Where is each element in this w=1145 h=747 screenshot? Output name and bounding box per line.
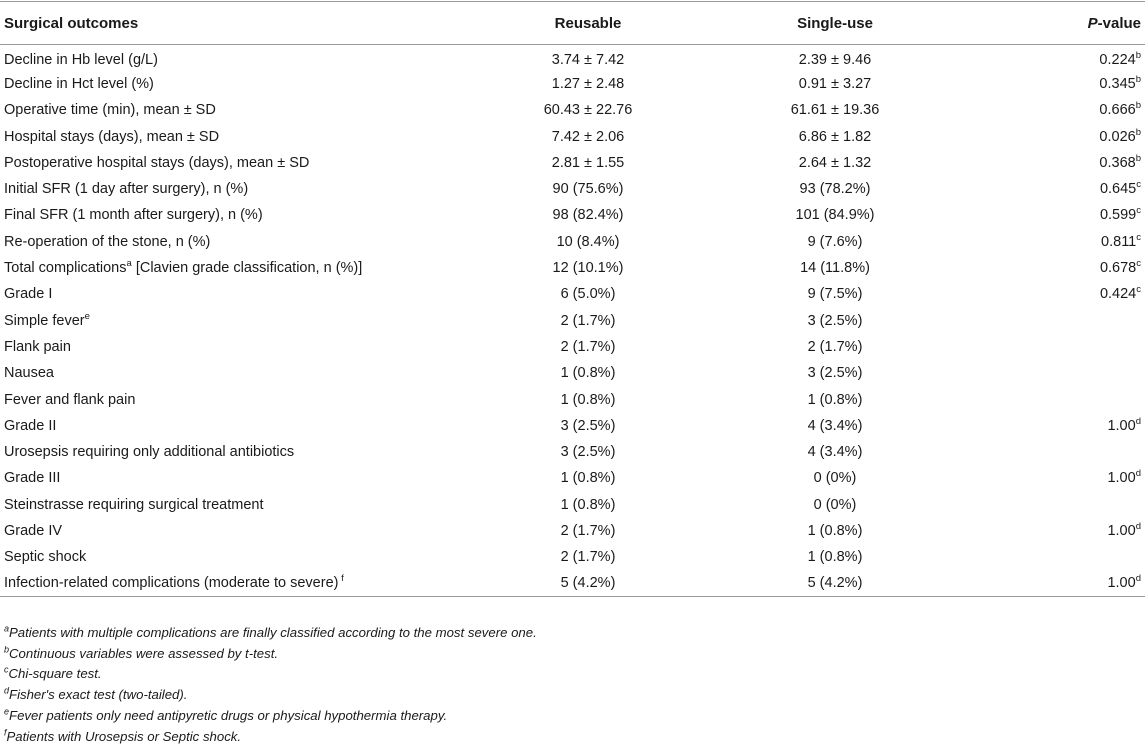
p-value-cell xyxy=(964,439,1145,465)
row-label: Decline in Hct level (%) xyxy=(4,75,154,92)
reusable-value: 10 (8.4%) xyxy=(556,233,620,250)
footnote xyxy=(4,644,1134,665)
p-value-cell xyxy=(964,492,1145,518)
reusable-value: 3 (2.5%) xyxy=(560,444,616,461)
row-label-cell xyxy=(0,570,470,596)
reusable-value: 7.42 ± 2.06 xyxy=(551,128,625,145)
p-value-cell xyxy=(964,45,1145,71)
header-reusable: Reusable xyxy=(470,2,706,45)
single-use-value: 61.61 ± 19.36 xyxy=(790,102,880,119)
reusable-value: 1 (0.8%) xyxy=(560,496,616,513)
table-row xyxy=(0,439,1145,465)
single-use-value: 6.86 ± 1.82 xyxy=(798,128,872,145)
single-use-value: 5 (4.2%) xyxy=(706,570,964,596)
footnote xyxy=(4,623,1134,644)
p-value-cell xyxy=(964,229,1145,255)
table-row xyxy=(0,518,1145,544)
single-use-value: 2.64 ± 1.32 xyxy=(798,154,872,171)
row-label: Hospital stays (days), mean ± SD xyxy=(4,128,220,145)
row-label: Re-operation of the stone, n (%) xyxy=(4,233,211,250)
p-value-cell xyxy=(964,386,1145,412)
p-value-cell xyxy=(964,281,1145,307)
p-value-superscript: b xyxy=(1135,100,1141,112)
reusable-value: 1 (0.8%) xyxy=(560,391,616,408)
p-value-superscript: c xyxy=(1136,258,1141,270)
single-use-value: 4 (3.4%) xyxy=(807,444,863,461)
footnote xyxy=(4,727,1134,747)
p-value: 1.00 xyxy=(1107,417,1136,434)
row-label: Steinstrasse requiring surgical treatment xyxy=(4,496,264,513)
table-row xyxy=(0,570,1145,596)
row-label: Simple fever xyxy=(4,312,85,329)
header-p-rest: -value xyxy=(1097,14,1141,32)
p-value-cell xyxy=(964,544,1145,570)
table-row xyxy=(0,97,1145,123)
row-label-superscript: f xyxy=(338,573,344,585)
reusable-value: 90 (75.6%) xyxy=(552,181,624,198)
footnote-marker: a xyxy=(4,623,10,634)
footnote-text: Fisher's exact test (two-tailed). xyxy=(9,687,188,703)
table-row xyxy=(0,202,1145,228)
single-use-value: 14 (11.8%) xyxy=(800,260,870,277)
footnote-text: Fever patients only need antipyretic drugs or physical hypothermia therapy. xyxy=(9,707,448,723)
row-label: Postoperative hospital stays (days), mean ± SD xyxy=(4,154,310,171)
footnote-text: Continuous variables were assessed by t-test. xyxy=(9,645,279,661)
header-p-italic: P xyxy=(1087,14,1098,32)
reusable-value: 1 (0.8%) xyxy=(560,365,616,382)
p-value-cell xyxy=(964,360,1145,386)
p-value-superscript: d xyxy=(1135,415,1141,427)
row-label-cell xyxy=(0,229,470,255)
row-label-cell xyxy=(0,71,470,97)
row-label-superscript: a xyxy=(126,258,132,270)
row-label-suffix: [Clavien grade classification, n (%)] xyxy=(131,260,363,277)
table-row xyxy=(0,465,1145,491)
reusable-value: 3 (2.5%) xyxy=(560,417,616,434)
p-value-cell xyxy=(964,123,1145,149)
p-value-cell xyxy=(964,97,1145,123)
reusable-value: 5 (4.2%) xyxy=(470,570,706,596)
row-label-cell xyxy=(0,307,470,333)
table-row xyxy=(0,492,1145,518)
reusable-value: 6 (5.0%) xyxy=(560,286,616,303)
single-use-value: 3 (2.5%) xyxy=(807,365,863,382)
p-value-superscript: b xyxy=(1135,153,1141,164)
row-label: Flank pain xyxy=(4,338,71,355)
table-row xyxy=(0,255,1145,281)
footnote-text: Chi-square test. xyxy=(8,666,102,682)
reusable-value: 2 (1.7%) xyxy=(560,338,616,355)
row-label: Urosepsis requiring only additional antibiotics xyxy=(4,444,295,461)
header-surgical-outcomes: Surgical outcomes xyxy=(0,2,470,45)
table-footnotes xyxy=(4,623,1134,747)
row-label: Grade IV xyxy=(4,522,63,539)
p-value: 0.368 xyxy=(1099,154,1136,171)
single-use-value: 0 (0%) xyxy=(813,496,857,513)
footnote-text: Patients with multiple complications are finally classified according to the most severe one. xyxy=(9,625,537,640)
single-use-value: 9 (7.6%) xyxy=(807,233,863,250)
row-label: Decline in Hb level (g/L) xyxy=(4,51,158,68)
row-label-cell xyxy=(0,492,470,518)
table-row xyxy=(0,229,1145,255)
row-label-cell xyxy=(0,176,470,202)
p-value-superscript: c xyxy=(1136,284,1141,296)
footnote xyxy=(4,706,1134,727)
row-label: Grade II xyxy=(4,417,57,434)
reusable-value: 3.74 ± 7.42 xyxy=(551,51,625,68)
row-label-cell xyxy=(0,255,470,281)
p-value: 0.026 xyxy=(1099,128,1136,145)
p-value-cell xyxy=(964,202,1145,228)
reusable-value: 98 (82.4%) xyxy=(552,207,624,224)
p-value-cell xyxy=(964,465,1145,491)
table-body xyxy=(0,45,1145,597)
footnote-text: Patients with Urosepsis or Septic shock. xyxy=(6,728,242,744)
table-row xyxy=(0,45,1145,71)
header-p-value xyxy=(964,2,1145,45)
p-value-superscript: d xyxy=(1135,468,1141,480)
row-label: Septic shock xyxy=(4,549,87,566)
p-value-superscript: b xyxy=(1135,126,1141,138)
row-label-cell xyxy=(0,150,470,176)
p-value: 0.678 xyxy=(1099,260,1137,277)
row-label-cell xyxy=(0,360,470,386)
row-label: Grade III xyxy=(4,470,61,487)
p-value: 1.00 xyxy=(1107,575,1136,592)
p-value-cell xyxy=(964,176,1145,202)
row-label-cell xyxy=(0,202,470,228)
p-value-cell xyxy=(964,413,1145,439)
p-value: 1.00 xyxy=(1107,522,1136,539)
p-value-superscript: b xyxy=(1135,50,1141,62)
footnote xyxy=(4,685,1134,706)
reusable-value: 2 (1.7%) xyxy=(560,522,616,539)
table-row xyxy=(0,123,1145,149)
footnote-marker: c xyxy=(4,665,9,676)
single-use-value: 2.39 ± 9.46 xyxy=(798,51,872,68)
row-label-cell xyxy=(0,465,470,491)
footnote xyxy=(4,664,1134,685)
table-row xyxy=(0,386,1145,412)
footnote-marker: f xyxy=(4,727,7,738)
row-label: Final SFR (1 month after surgery), n (%) xyxy=(4,207,263,224)
row-label: Nausea xyxy=(4,365,54,382)
p-value-superscript: b xyxy=(1135,74,1141,86)
row-label: Infection-related complications (moderate to severe) xyxy=(4,575,339,592)
single-use-value: 1 (0.8%) xyxy=(807,391,863,408)
single-use-value: 1 (0.8%) xyxy=(807,549,863,566)
table-row xyxy=(0,71,1145,97)
reusable-value: 2 (1.7%) xyxy=(560,549,616,566)
single-use-value: 93 (78.2%) xyxy=(799,181,871,198)
header-single-use: Single-use xyxy=(706,2,964,45)
row-label: Initial SFR (1 day after surgery), n (%) xyxy=(4,181,249,198)
single-use-value: 9 (7.5%) xyxy=(807,286,863,303)
reusable-value: 60.43 ± 22.76 xyxy=(543,102,633,119)
single-use-value: 1 (0.8%) xyxy=(807,522,863,539)
p-value: 0.345 xyxy=(1099,75,1136,92)
p-value-superscript: d xyxy=(1135,573,1141,585)
single-use-value: 2 (1.7%) xyxy=(807,338,863,355)
single-use-value: 101 (84.9%) xyxy=(795,207,875,224)
surgical-outcomes-table xyxy=(0,1,1145,597)
p-value: 1.00 xyxy=(1107,470,1136,487)
row-label-cell xyxy=(0,386,470,412)
p-value-superscript: d xyxy=(1135,521,1141,533)
p-value-cell xyxy=(964,334,1145,360)
row-label: Total complications xyxy=(4,260,127,277)
p-value-superscript: c xyxy=(1136,231,1141,243)
p-value: 0.645 xyxy=(1099,181,1137,198)
single-use-value: 3 (2.5%) xyxy=(807,312,863,329)
row-label-cell xyxy=(0,123,470,149)
single-use-value: 4 (3.4%) xyxy=(807,417,863,434)
row-label-cell xyxy=(0,518,470,544)
row-label: Fever and flank pain xyxy=(4,391,136,408)
p-value: 0.424 xyxy=(1099,286,1137,303)
table-row xyxy=(0,360,1145,386)
table-row xyxy=(0,281,1145,307)
table-row xyxy=(0,544,1145,570)
reusable-value: 12 (10.1%) xyxy=(552,260,624,277)
p-value-superscript: c xyxy=(1136,205,1141,217)
single-use-value: 0.91 ± 3.27 xyxy=(798,75,872,92)
footnote-marker: d xyxy=(4,685,10,696)
p-value-cell xyxy=(964,518,1145,544)
row-label-cell xyxy=(0,544,470,570)
reusable-value: 1 (0.8%) xyxy=(560,470,616,487)
table-row xyxy=(0,413,1145,439)
row-label-cell xyxy=(0,334,470,360)
row-label-cell xyxy=(0,439,470,465)
p-value-cell xyxy=(964,150,1145,176)
p-value: 0.599 xyxy=(1099,207,1137,224)
table-row xyxy=(0,150,1145,176)
p-value-cell xyxy=(964,307,1145,333)
p-value-cell xyxy=(964,255,1145,281)
row-label-cell xyxy=(0,45,470,71)
p-value: 0.811 xyxy=(1101,233,1137,250)
p-value-cell xyxy=(964,71,1145,97)
row-label-cell xyxy=(0,413,470,439)
p-value: 0.224 xyxy=(1099,51,1136,68)
footnote-marker: e xyxy=(4,706,10,717)
row-label: Operative time (min), mean ± SD xyxy=(4,102,216,119)
row-label-superscript: e xyxy=(84,310,90,322)
p-value-superscript: c xyxy=(1136,179,1141,191)
table-row xyxy=(0,307,1145,333)
reusable-value: 2 (1.7%) xyxy=(560,312,616,329)
p-value-cell xyxy=(964,570,1145,596)
reusable-value: 2.81 ± 1.55 xyxy=(551,154,625,171)
table-header-row xyxy=(0,2,1145,45)
table-row xyxy=(0,176,1145,202)
row-label-cell xyxy=(0,281,470,307)
single-use-value: 0 (0%) xyxy=(813,470,857,487)
row-label: Grade I xyxy=(4,286,53,303)
p-value: 0.666 xyxy=(1099,102,1136,119)
table-row xyxy=(0,334,1145,360)
row-label-cell xyxy=(0,97,470,123)
footnote-marker: b xyxy=(4,644,10,655)
reusable-value: 1.27 ± 2.48 xyxy=(551,75,625,92)
